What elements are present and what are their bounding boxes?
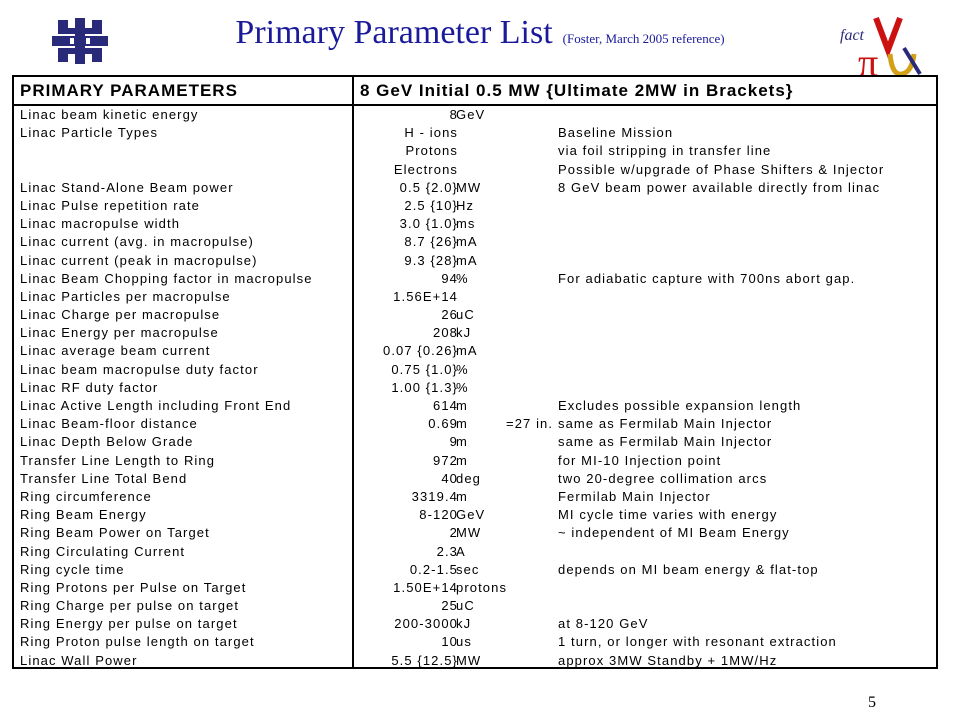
table-row xyxy=(14,397,936,415)
param-unit: mA xyxy=(456,252,478,268)
col1-header: PRIMARY PARAMETERS xyxy=(20,81,238,100)
param-unit: m xyxy=(456,488,468,504)
param-name: Linac beam kinetic energy xyxy=(20,107,199,122)
table-row xyxy=(14,433,936,451)
table-row xyxy=(14,288,936,306)
param-name: Linac Wall Power xyxy=(20,652,138,668)
param-value: 3319.4 xyxy=(411,488,458,504)
param-value: Protons xyxy=(405,143,458,159)
param-name: Linac Beam-floor distance xyxy=(20,416,198,432)
table-row xyxy=(14,270,936,288)
table-row xyxy=(14,124,936,142)
table-row xyxy=(14,252,936,270)
param-value: 9 xyxy=(449,434,458,450)
param-unit: deg xyxy=(456,470,481,486)
param-unit: MW xyxy=(456,179,482,195)
table-row xyxy=(14,506,936,524)
table-row xyxy=(14,142,936,160)
param-note: at 8-120 GeV xyxy=(558,616,649,632)
param-name: Ring circumference xyxy=(20,488,152,504)
param-value: 2.5 {10} xyxy=(404,197,458,213)
param-note: 1 turn, or longer with resonant extraction xyxy=(558,634,837,650)
param-note: same as Fermilab Main Injector xyxy=(558,434,773,450)
table-row xyxy=(14,597,936,615)
param-unit: m xyxy=(456,398,468,413)
param-unit: m xyxy=(456,416,468,432)
table-row xyxy=(14,415,936,433)
param-value: 208 xyxy=(433,325,458,341)
param-name: Linac Depth Below Grade xyxy=(20,434,194,450)
param-unit: m xyxy=(456,452,468,468)
param-name: Linac Active Length including Front End xyxy=(20,398,292,413)
param-unit: kJ xyxy=(456,616,472,632)
param-value: 8.7 {26} xyxy=(404,234,458,250)
table-row xyxy=(14,233,936,251)
param-note: Baseline Mission xyxy=(558,125,674,141)
param-value: Electrons xyxy=(393,161,458,177)
table-row xyxy=(14,470,936,488)
param-value: 9.3 {28} xyxy=(404,252,458,268)
param-unit: % xyxy=(456,361,469,377)
table-row xyxy=(14,342,936,360)
svg-text:π: π xyxy=(858,40,879,80)
table-row xyxy=(14,106,936,124)
table-row xyxy=(14,543,936,561)
page-number: 5 xyxy=(868,694,876,711)
param-name: Linac RF duty factor xyxy=(20,379,159,395)
param-value: 8-120 xyxy=(419,507,458,523)
param-name: Ring Protons per Pulse on Target xyxy=(20,579,247,595)
table-row xyxy=(14,161,936,179)
param-note: for MI-10 Injection point xyxy=(558,452,722,468)
param-name: Ring Charge per pulse on target xyxy=(20,598,240,614)
param-unit: m xyxy=(456,434,468,450)
param-name: Ring Beam Power on Target xyxy=(20,525,210,541)
param-unit: us xyxy=(456,634,472,650)
param-note: via foil stripping in transfer line xyxy=(558,143,772,159)
param-note: Fermilab Main Injector xyxy=(558,488,711,504)
param-name: Linac Charge per macropulse xyxy=(20,307,221,323)
table-row xyxy=(14,561,936,579)
param-name: Ring Circulating Current xyxy=(20,543,186,559)
parameter-table xyxy=(12,75,938,669)
param-value: 972 xyxy=(433,452,458,468)
table-row xyxy=(14,452,936,470)
param-name: Transfer Line Length to Ring xyxy=(20,452,216,468)
param-value: 0.5 {2.0} xyxy=(399,179,458,195)
param-unit: ms xyxy=(456,216,476,232)
param-note: For adiabatic capture with 700ns abort gap. xyxy=(558,270,856,286)
table-row xyxy=(14,579,936,597)
param-name: Linac beam macropulse duty factor xyxy=(20,361,259,377)
param-name: Linac Stand-Alone Beam power xyxy=(20,179,234,195)
param-value: 25 xyxy=(441,598,458,614)
param-unit: sec xyxy=(456,561,480,577)
param-unit: % xyxy=(456,379,469,395)
param-value: H - ions xyxy=(404,125,458,141)
param-value: 26 xyxy=(441,307,458,323)
param-value: 0.69 xyxy=(428,416,458,432)
param-value: 40 xyxy=(441,470,458,486)
param-unit: Hz xyxy=(456,197,475,213)
param-name: Ring Energy per pulse on target xyxy=(20,616,238,632)
table-row xyxy=(14,306,936,324)
param-note: Possible w/upgrade of Phase Shifters & Injector xyxy=(558,161,885,177)
fact-logo-text: fact xyxy=(840,27,864,44)
param-unit: mA xyxy=(456,343,478,359)
table-row xyxy=(14,361,936,379)
param-name: Linac Particles per macropulse xyxy=(20,288,231,304)
param-name: Linac average beam current xyxy=(20,343,211,359)
page-title: Primary Parameter List xyxy=(235,14,553,51)
table-row xyxy=(14,379,936,397)
param-name: Ring Proton pulse length on target xyxy=(20,634,255,650)
param-unit: mA xyxy=(456,234,478,250)
table-row xyxy=(14,324,936,342)
param-extra: =27 in. xyxy=(506,416,554,432)
param-unit: GeV xyxy=(456,107,486,122)
table-row xyxy=(14,215,936,233)
param-name: Ring cycle time xyxy=(20,561,125,577)
table-body xyxy=(14,106,936,670)
table-row xyxy=(14,524,936,542)
param-name: Linac current (peak in macropulse) xyxy=(20,252,258,268)
param-name: Linac Beam Chopping factor in macropulse xyxy=(20,270,313,286)
param-name: Linac Pulse repetition rate xyxy=(20,197,201,213)
param-note: 8 GeV beam power available directly from linac xyxy=(558,179,881,195)
param-value: 1.00 {1.3} xyxy=(391,379,458,395)
param-unit: % xyxy=(456,270,469,286)
param-unit: GeV xyxy=(456,507,486,523)
table-row xyxy=(14,633,936,651)
table-row xyxy=(14,488,936,506)
param-unit: MW xyxy=(456,525,482,541)
param-value: 94 xyxy=(441,270,458,286)
title-row xyxy=(0,14,960,52)
param-unit: MW xyxy=(456,652,482,668)
table-row xyxy=(14,652,936,670)
param-note: ~ independent of MI Beam Energy xyxy=(558,525,790,541)
param-note: approx 3MW Standby + 1MW/Hz xyxy=(558,652,778,668)
param-note: depends on MI beam energy & flat-top xyxy=(558,561,819,577)
param-value: 200-3000 xyxy=(394,616,458,632)
param-value: 1.56E+14 xyxy=(393,288,458,304)
param-name: Ring Beam Energy xyxy=(20,507,147,523)
param-value: 8 xyxy=(449,107,458,122)
param-unit: uC xyxy=(456,598,475,614)
param-value: 3.0 {1.0} xyxy=(399,216,458,232)
table-row xyxy=(14,197,936,215)
param-note: MI cycle time varies with energy xyxy=(558,507,778,523)
param-note: two 20-degree collimation arcs xyxy=(558,470,768,486)
param-name: Transfer Line Total Bend xyxy=(20,470,188,486)
param-value: 0.07 {0.26} xyxy=(383,343,458,359)
param-unit: A xyxy=(456,543,466,559)
param-value: 5.5 {12.5} xyxy=(391,652,458,668)
param-value: 1.50E+14 xyxy=(393,579,458,595)
table-row xyxy=(14,615,936,633)
param-value: 2 xyxy=(449,525,458,541)
param-note: Excludes possible expansion length xyxy=(558,398,802,413)
param-unit: uC xyxy=(456,307,475,323)
page-subtitle: (Foster, March 2005 reference) xyxy=(562,31,725,46)
param-name: Linac Energy per macropulse xyxy=(20,325,219,341)
col2-header: 8 GeV Initial 0.5 MW {Ultimate 2MW in Brackets} xyxy=(360,81,794,100)
param-name: Linac current (avg. in macropulse) xyxy=(20,234,254,250)
param-value: 2.3 xyxy=(436,543,458,559)
param-value: 0.2-1.5 xyxy=(409,561,458,577)
param-unit: protons xyxy=(456,579,508,595)
param-value: 614 xyxy=(433,398,458,413)
param-value: 0.75 {1.0} xyxy=(391,361,458,377)
param-name: Linac macropulse width xyxy=(20,216,181,232)
param-unit: kJ xyxy=(456,325,472,341)
param-value: 10 xyxy=(441,634,458,650)
table-row xyxy=(14,179,936,197)
param-note: same as Fermilab Main Injector xyxy=(558,416,773,432)
param-name: Linac Particle Types xyxy=(20,125,159,141)
